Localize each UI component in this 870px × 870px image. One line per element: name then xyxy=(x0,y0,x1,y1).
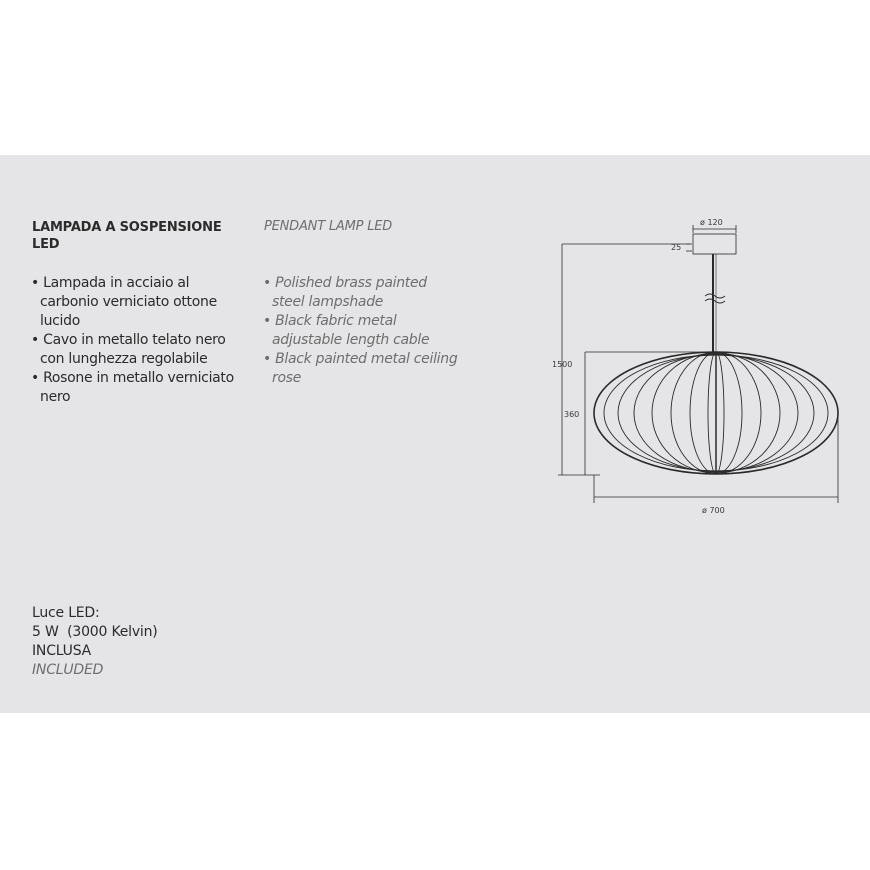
english-feature-item: • Polished brass painted steel lampshade xyxy=(263,274,463,312)
italian-feature-list xyxy=(31,274,241,407)
lampshade xyxy=(594,352,838,474)
english-feature-item: • Black painted metal ceiling rose xyxy=(263,350,463,388)
spec-panel xyxy=(0,155,870,713)
italian-feature-item: • Rosone in metallo verniciato nero xyxy=(31,369,241,407)
italian-feature-item: • Lampada in acciaio al carbonio verniciato ottone lucido xyxy=(31,274,241,331)
rose-diameter-label: ø 120 xyxy=(700,218,723,227)
lamp-dimension-drawing xyxy=(540,215,850,515)
shade-diameter-label: ø 700 xyxy=(702,506,725,515)
italian-feature-item: • Cavo in metallo telato nero con lunghezza regolabile xyxy=(31,331,241,369)
led-included-en: INCLUDED xyxy=(32,662,104,678)
shade-height-label: 360 xyxy=(564,410,580,419)
english-title: PENDANT LAMP LED xyxy=(264,219,393,234)
led-label: Luce LED: xyxy=(32,605,100,621)
english-feature-list xyxy=(263,274,463,388)
total-height-label: 1500 xyxy=(552,360,573,369)
ceiling-rose xyxy=(693,234,736,254)
english-feature-item: • Black fabric metal adjustable length cable xyxy=(263,312,463,350)
led-included-it: INCLUSA xyxy=(32,643,92,659)
italian-title: LAMPADA A SOSPENSIONE LED xyxy=(32,220,222,252)
led-power: 5 W (3000 Kelvin) xyxy=(32,624,158,640)
led-info xyxy=(32,604,158,680)
rose-height-label: 25 xyxy=(671,243,682,252)
